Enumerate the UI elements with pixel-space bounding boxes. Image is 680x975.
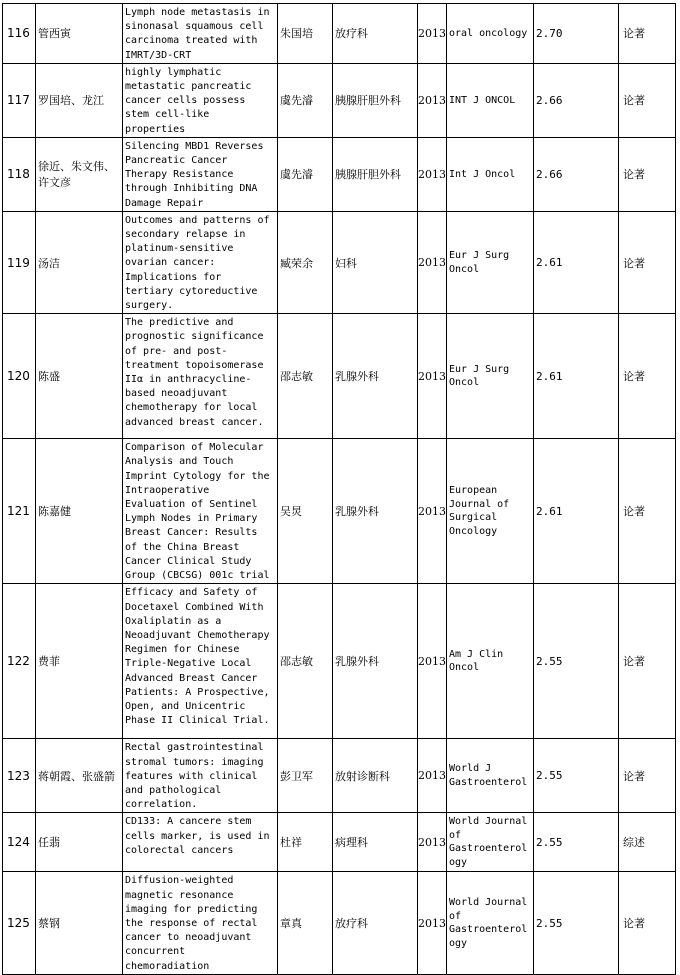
paper-title-cell: Lymph node metastasis in sinonasal squamous cell carcinoma treated with IMRT/3D-CRT (123, 4, 278, 64)
corresponding-author-cell: 朱国培 (278, 4, 333, 64)
row-number: 123 (3, 739, 36, 813)
journal-cell: oral oncology (447, 4, 534, 64)
article-type-cell: 论著 (619, 137, 676, 211)
year-cell: 2013 (418, 739, 447, 813)
article-type-cell: 论著 (619, 872, 676, 974)
year-cell: 2013 (418, 63, 447, 137)
row-number: 117 (3, 63, 36, 137)
impact-factor-cell: 2.61 (534, 211, 619, 313)
author-cell: 罗国培、龙江 (36, 63, 123, 137)
department-cell: 放疗科 (333, 4, 418, 64)
paper-title-cell: Rectal gastrointestinal stromal tumors: imaging features with clinical and pathological correlation. (123, 739, 278, 813)
paper-title-cell: Comparison of Molecular Analysis and Touch Imprint Cytology for the Intraoperative Evaluation of Sentinel Lymph Nodes in Primary Breast Cancer: Results of the China Breast Cancer Clinical Study Group (CBCSG) 001c trial (123, 439, 278, 584)
paper-title-cell: Silencing MBD1 Reverses Pancreatic Cancer Therapy Resistance through Inhibiting DNA Damage Repair (123, 137, 278, 211)
department-cell: 胰腺肝胆外科 (333, 137, 418, 211)
department-cell: 放疗科 (333, 872, 418, 974)
department-cell: 乳腺外科 (333, 439, 418, 584)
year-cell: 2013 (418, 872, 447, 974)
impact-factor-cell: 2.66 (534, 137, 619, 211)
department-cell: 胰腺肝胆外科 (333, 63, 418, 137)
row-number: 121 (3, 439, 36, 584)
department-cell: 放射诊断科 (333, 739, 418, 813)
paper-title-cell: Diffusion-weighted magnetic resonance imaging for predicting the response of rectal cancer to neoadjuvant concurrent chemoradiation (123, 872, 278, 974)
corresponding-author-cell: 邵志敏 (278, 584, 333, 739)
journal-cell: World Journal of Gastroenterology (447, 813, 534, 872)
journal-cell: Int J Oncol (447, 137, 534, 211)
row-number: 120 (3, 314, 36, 439)
journal-cell: INT J ONCOL (447, 63, 534, 137)
table-row (3, 813, 676, 872)
publication-table (2, 3, 676, 975)
author-cell: 蒋朝霞、张盛箭 (36, 739, 123, 813)
author-cell: 蔡钢 (36, 872, 123, 974)
table-row (3, 211, 676, 313)
author-cell: 陈嘉健 (36, 439, 123, 584)
corresponding-author-cell: 杜祥 (278, 813, 333, 872)
corresponding-author-cell: 虞先濬 (278, 63, 333, 137)
corresponding-author-cell: 章真 (278, 872, 333, 974)
journal-cell: World J Gastroenterol (447, 739, 534, 813)
year-cell: 2013 (418, 813, 447, 872)
year-cell: 2013 (418, 439, 447, 584)
year-cell: 2013 (418, 314, 447, 439)
year-cell: 2013 (418, 211, 447, 313)
year-cell: 2013 (418, 584, 447, 739)
article-type-cell: 论著 (619, 63, 676, 137)
author-cell: 陈盛 (36, 314, 123, 439)
article-type-cell: 综述 (619, 813, 676, 872)
paper-title-cell: CD133: A cancere stem cells marker, is used in colorectal cancers (123, 813, 278, 872)
corresponding-author-cell: 虞先濬 (278, 137, 333, 211)
impact-factor-cell: 2.55 (534, 872, 619, 974)
row-number: 116 (3, 4, 36, 64)
impact-factor-cell: 2.61 (534, 314, 619, 439)
corresponding-author-cell: 邵志敏 (278, 314, 333, 439)
paper-title-cell: highly lymphatic metastatic pancreatic cancer cells possess stem cell-like properties (123, 63, 278, 137)
corresponding-author-cell: 彭卫军 (278, 739, 333, 813)
journal-cell: Am J Clin Oncol (447, 584, 534, 739)
table-row (3, 63, 676, 137)
table-row (3, 439, 676, 584)
department-cell: 病理科 (333, 813, 418, 872)
department-cell: 乳腺外科 (333, 314, 418, 439)
table-row (3, 872, 676, 974)
impact-factor-cell: 2.55 (534, 584, 619, 739)
author-cell: 汤洁 (36, 211, 123, 313)
corresponding-author-cell: 吴炅 (278, 439, 333, 584)
journal-cell: European Journal of Surgical Oncology (447, 439, 534, 584)
table-row (3, 584, 676, 739)
year-cell: 2013 (418, 4, 447, 64)
impact-factor-cell: 2.70 (534, 4, 619, 64)
department-cell: 乳腺外科 (333, 584, 418, 739)
impact-factor-cell: 2.66 (534, 63, 619, 137)
author-cell: 任翡 (36, 813, 123, 872)
paper-title-cell: The predictive and prognostic significance of pre- and post-treatment topoisomerase IIα in anthracycline-based neoadjuvant chemotherapy for local advanced breast cancer. (123, 314, 278, 439)
department-cell: 妇科 (333, 211, 418, 313)
paper-title-cell: Outcomes and patterns of secondary relapse in platinum-sensitive ovarian cancer: Implications for tertiary cytoreductive surgery. (123, 211, 278, 313)
corresponding-author-cell: 臧荣余 (278, 211, 333, 313)
row-number: 118 (3, 137, 36, 211)
table-row (3, 4, 676, 64)
article-type-cell: 论著 (619, 4, 676, 64)
journal-cell: World Journal of Gastroenterology (447, 872, 534, 974)
row-number: 125 (3, 872, 36, 974)
year-cell: 2013 (418, 137, 447, 211)
row-number: 122 (3, 584, 36, 739)
table-row (3, 314, 676, 439)
impact-factor-cell: 2.55 (534, 813, 619, 872)
table-row (3, 137, 676, 211)
article-type-cell: 论著 (619, 439, 676, 584)
row-number: 124 (3, 813, 36, 872)
impact-factor-cell: 2.55 (534, 739, 619, 813)
author-cell: 徐近、朱文伟、许文彦 (36, 137, 123, 211)
author-cell: 管西寅 (36, 4, 123, 64)
author-cell: 费菲 (36, 584, 123, 739)
paper-title-cell: Efficacy and Safety of Docetaxel Combined With Oxaliplatin as a Neoadjuvant Chemotherapy Regimen for Chinese Triple-Negative Local Advanced Breast Cancer Patients: A Prospective, Open, and Unicentric Phase II Clinical Trial. (123, 584, 278, 739)
impact-factor-cell: 2.61 (534, 439, 619, 584)
journal-cell: Eur J Surg Oncol (447, 211, 534, 313)
article-type-cell: 论著 (619, 211, 676, 313)
table-row (3, 739, 676, 813)
article-type-cell: 论著 (619, 584, 676, 739)
article-type-cell: 论著 (619, 314, 676, 439)
journal-cell: Eur J Surg Oncol (447, 314, 534, 439)
article-type-cell: 论著 (619, 739, 676, 813)
row-number: 119 (3, 211, 36, 313)
